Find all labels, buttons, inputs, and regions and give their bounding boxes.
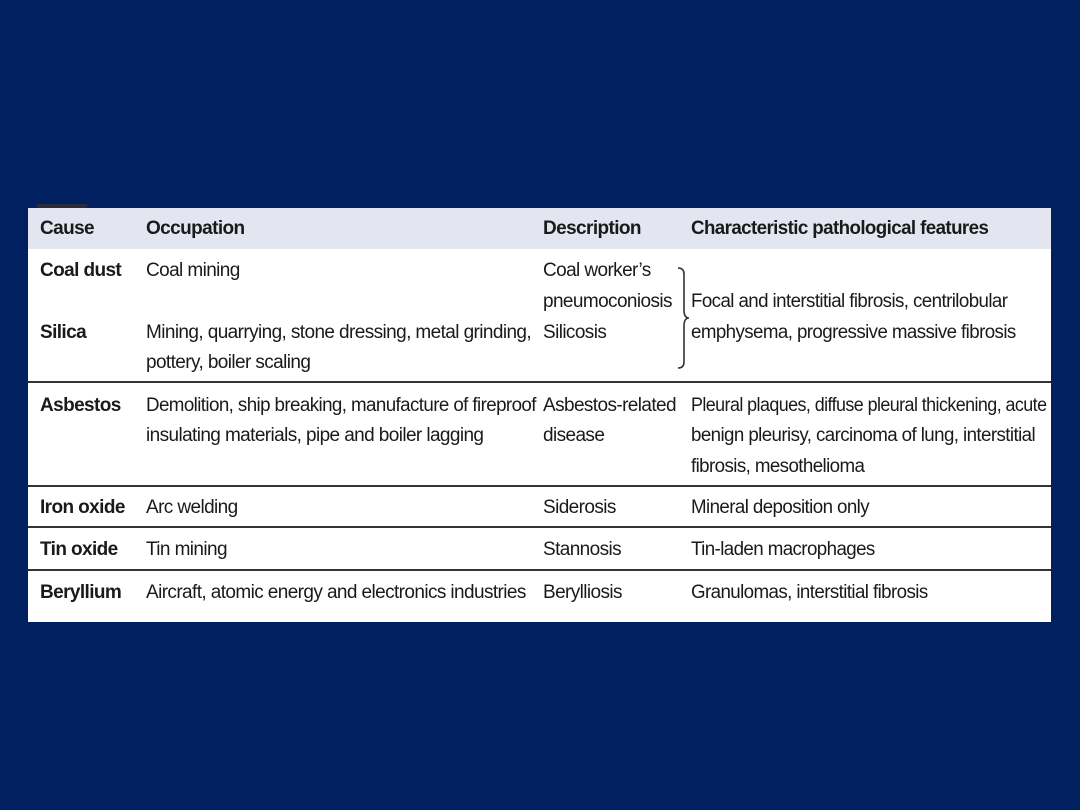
table-header-row (28, 208, 1051, 249)
occupation-asbestos-line1: Demolition, ship breaking, manufacture of fireproof (146, 395, 536, 416)
header-cause: Cause (40, 218, 95, 239)
description-silica: Silicosis (543, 322, 607, 343)
shared-features-line2: emphysema, progressive massive fibrosis (691, 322, 1016, 343)
row-divider (28, 381, 1051, 383)
features-asbestos-line2: benign pleurisy, carcinoma of lung, interstitial (691, 425, 1036, 446)
cause-iron-oxide: Iron oxide (40, 497, 125, 518)
description-asbestos-line1: Asbestos-related (543, 395, 676, 416)
occupation-coal-dust: Coal mining (146, 260, 240, 281)
description-asbestos-line2: disease (543, 425, 605, 446)
header-occupation: Occupation (146, 218, 245, 239)
description-tin-oxide: Stannosis (543, 539, 622, 560)
description-beryllium: Berylliosis (543, 582, 622, 603)
cause-tin-oxide: Tin oxide (40, 539, 118, 560)
features-beryllium: Granulomas, interstitial fibrosis (691, 582, 928, 603)
row-divider (28, 569, 1051, 571)
row-divider (28, 485, 1051, 487)
right-brace-icon (676, 266, 690, 370)
cause-beryllium: Beryllium (40, 582, 122, 603)
occupation-silica-line2: pottery, boiler scaling (146, 352, 311, 373)
cause-silica: Silica (40, 322, 87, 343)
occupation-silica-line1: Mining, quarrying, stone dressing, metal grinding, (146, 322, 532, 343)
description-coal-dust-line1: Coal worker’s (543, 260, 651, 281)
cause-coal-dust: Coal dust (40, 260, 122, 281)
cause-asbestos: Asbestos (40, 395, 121, 416)
shared-features-line1: Focal and interstitial fibrosis, centrilobular (691, 291, 1008, 312)
occupation-beryllium: Aircraft, atomic energy and electronics industries (146, 582, 526, 603)
features-tin-oxide: Tin-laden macrophages (691, 539, 875, 560)
features-asbestos-line1: Pleural plaques, diffuse pleural thickening, acute (691, 395, 1047, 416)
description-iron-oxide: Siderosis (543, 497, 616, 518)
occupation-tin-oxide: Tin mining (146, 539, 227, 560)
features-iron-oxide: Mineral deposition only (691, 497, 870, 518)
header-features: Characteristic pathological features (691, 218, 989, 239)
row-divider (28, 526, 1051, 528)
disease-table (28, 208, 1051, 622)
description-coal-dust-line2: pneumoconiosis (543, 291, 672, 312)
header-description: Description (543, 218, 641, 239)
features-asbestos-line3: fibrosis, mesothelioma (691, 456, 865, 477)
occupation-asbestos-line2: insulating materials, pipe and boiler lagging (146, 425, 484, 446)
occupation-iron-oxide: Arc welding (146, 497, 238, 518)
